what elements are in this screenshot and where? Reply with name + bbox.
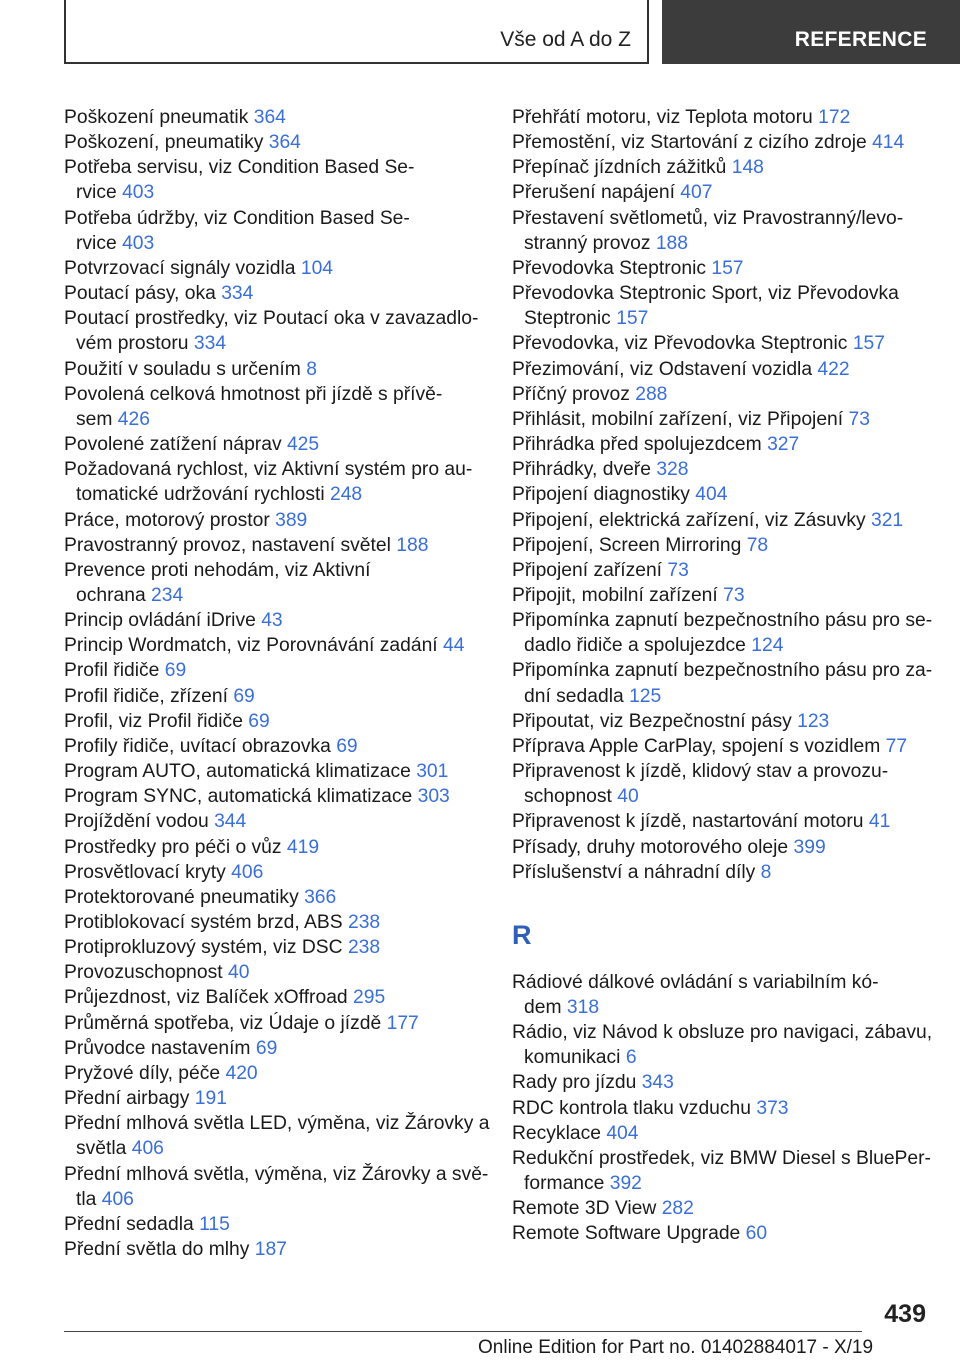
index-entry-term: Prostředky pro péči o vůz — [64, 836, 282, 858]
index-entry-term: Požadovaná rychlost, viz Aktivní systém pro au- — [64, 459, 473, 481]
index-entry-term: Připojení zařízení — [512, 559, 663, 581]
page-reference-link[interactable]: 191 — [194, 1088, 227, 1110]
page-reference-link[interactable]: 73 — [667, 559, 689, 581]
index-entry-term: Přísady, druhy motorového oleje — [512, 836, 789, 858]
index-entry-term: tomatické udržování rychlosti — [76, 484, 325, 506]
index-entry-term: dadlo řidiče a spolujezdce — [524, 635, 746, 657]
index-entry-term: Rádiové dálkové ovládání s variabilním kó- — [512, 971, 879, 993]
index-entry — [512, 970, 930, 1020]
page-reference-link[interactable]: 40 — [228, 962, 250, 984]
page-reference-link[interactable]: 389 — [275, 509, 308, 531]
index-entry-term: Redukční prostředek, viz BMW Diesel s BluePer- — [512, 1147, 931, 1169]
index-entry-term: Princip Wordmatch, viz Porovnávání zadání — [64, 635, 438, 657]
index-entry — [64, 935, 482, 960]
index-entry-term: Pravostranný provoz, nastavení světel — [64, 534, 391, 556]
page-reference-link[interactable]: 69 — [248, 710, 270, 732]
index-entry-term: Prosvětlovací kryty — [64, 861, 226, 883]
index-entry — [512, 432, 930, 457]
index-entry-term: Recyklace — [512, 1122, 601, 1144]
index-entry-term: Potvrzovací signály vozidla — [64, 257, 296, 279]
page-reference-link[interactable]: 364 — [268, 132, 301, 154]
page-reference-link[interactable]: 399 — [793, 836, 826, 858]
index-entry-term: Připravenost k jízdě, nastartování motoru — [512, 811, 864, 833]
page-reference-link[interactable]: 327 — [767, 434, 800, 456]
index-entry-term: Přední mlhová světla, výměna, viz Žárovky a svě- — [64, 1163, 489, 1185]
index-entry-term: schopnost — [524, 786, 612, 808]
index-entry-term: Princip ovládání iDrive — [64, 610, 256, 632]
index-entry-term: Profil řidiče — [64, 660, 160, 682]
index-entry-term: Profily řidiče, uvítací obrazovka — [64, 735, 331, 757]
index-entry — [64, 306, 482, 356]
index-entry-term: Příprava Apple CarPlay, spojení s vozidlem — [512, 735, 881, 757]
index-entry — [64, 835, 482, 860]
page-reference-link[interactable]: 123 — [797, 710, 830, 732]
index-entry-term: sem — [76, 408, 113, 430]
footer-divider — [64, 1331, 862, 1332]
index-entry — [64, 1011, 482, 1036]
page-reference-link[interactable]: 425 — [286, 434, 320, 456]
index-entry-term: Použití v souladu s určením — [64, 358, 301, 380]
page-reference-link[interactable]: 6 — [625, 1047, 637, 1069]
page-reference-link[interactable]: 115 — [199, 1213, 230, 1235]
page-reference-link[interactable]: 373 — [756, 1097, 789, 1119]
page-reference-link[interactable]: 124 — [751, 635, 784, 657]
page-reference-link[interactable]: 303 — [417, 786, 450, 808]
index-entry-term: Připravenost k jízdě, klidový stav a provozu- — [512, 761, 889, 783]
index-entry-term: Příslušenství a náhradní díly — [512, 861, 756, 883]
page-reference-link[interactable]: 157 — [852, 333, 885, 355]
page-reference-link[interactable]: 343 — [641, 1072, 674, 1094]
index-entry — [512, 759, 930, 809]
index-entry — [512, 331, 930, 356]
index-entry — [512, 206, 930, 256]
page-reference-link[interactable]: 366 — [304, 886, 337, 908]
index-entry — [64, 357, 482, 382]
index-entry — [512, 407, 930, 432]
index-entry-term: světla — [76, 1138, 127, 1160]
page-reference-link[interactable]: 104 — [300, 257, 334, 279]
page-reference-link[interactable]: 69 — [336, 735, 358, 757]
page-reference-link[interactable]: 392 — [609, 1173, 642, 1195]
page-reference-link[interactable]: 334 — [193, 333, 227, 355]
index-entry — [64, 558, 482, 608]
index-entry-term: Profil řidiče, zřízení — [64, 685, 228, 707]
index-entry-term: ochrana — [76, 584, 146, 606]
index-entry — [64, 105, 482, 130]
index-entry-term: rvice — [76, 182, 117, 204]
page-reference-link[interactable]: 403 — [122, 232, 155, 254]
page-reference-link[interactable]: 78 — [746, 534, 769, 556]
index-entry-term: Přerušení napájení — [512, 182, 675, 204]
page-reference-link[interactable]: 406 — [101, 1188, 134, 1210]
index-entry-term: Potřeba údržby, viz Condition Based Se- — [64, 207, 410, 229]
index-entry-term: Přihrádky, dveře — [512, 459, 651, 481]
page-reference-link[interactable]: 8 — [760, 861, 772, 883]
page-reference-link[interactable]: 406 — [131, 1138, 164, 1160]
index-entry — [512, 835, 930, 860]
index-entry — [64, 1162, 489, 1212]
index-entry-term: Přední sedadla — [64, 1213, 194, 1235]
page-reference-link[interactable]: 41 — [868, 811, 891, 833]
page-reference-link[interactable]: 73 — [723, 584, 745, 606]
page-reference-link[interactable]: 187 — [254, 1239, 287, 1261]
page-reference-link[interactable]: 420 — [225, 1062, 258, 1084]
page-reference-link[interactable]: 177 — [386, 1012, 419, 1034]
index-entry-term: Protiprokluzový systém, viz DSC — [64, 937, 343, 959]
index-entry — [64, 910, 482, 935]
page-reference-link[interactable]: 43 — [261, 610, 283, 632]
index-column-left — [64, 105, 490, 1262]
page-reference-link[interactable]: 406 — [231, 861, 264, 883]
index-entry-term: Připoutat, viz Bezpečnostní pásy — [512, 710, 792, 732]
index-entry — [512, 130, 930, 155]
page-reference-link[interactable]: 44 — [443, 635, 465, 657]
index-entry — [512, 709, 930, 734]
index-entry-term: Přihrádka před spolujezdcem — [512, 434, 762, 456]
index-entry — [512, 809, 930, 834]
page-reference-link[interactable]: 403 — [122, 182, 155, 204]
index-entry-term: Převodovka Steptronic — [512, 257, 706, 279]
page-reference-link[interactable]: 288 — [635, 383, 668, 405]
index-entry-term: Rádio, viz Návod k obsluze pro navigaci, zábavu, — [512, 1022, 933, 1044]
index-entry — [64, 1237, 482, 1262]
page-reference-link[interactable]: 238 — [347, 912, 381, 933]
index-entry-term: Přihlásit, mobilní zařízení, viz Připojení — [512, 408, 844, 430]
index-entry — [64, 508, 482, 533]
index-entry-term: Připojení, Screen Mirroring — [512, 534, 742, 556]
page-reference-link[interactable]: 328 — [656, 459, 689, 481]
index-entry-term: Přepínač jízdních zážitků — [512, 157, 727, 179]
header-tab-label: REFERENCE — [794, 28, 927, 51]
index-entry-term: stranný provoz — [524, 232, 651, 254]
header-section-title: Vše od A do Z — [500, 28, 631, 51]
index-entry — [512, 256, 930, 281]
index-entry — [64, 633, 482, 658]
index-entry-term: RDC kontrola tlaku vzduchu — [512, 1097, 751, 1119]
index-entry-term: Program SYNC, automatická klimatizace — [64, 786, 413, 808]
index-entry — [64, 709, 482, 734]
index-entry-term: Přední mlhová světla LED, výměna, viz Žárovky a — [64, 1113, 490, 1135]
section-letter-heading: R — [512, 919, 532, 950]
header-box — [64, 0, 649, 64]
index-entry — [512, 608, 933, 658]
index-entry — [64, 155, 482, 205]
page-reference-link[interactable]: 157 — [616, 308, 649, 330]
page-reference-link[interactable]: 248 — [329, 484, 363, 506]
index-entry — [64, 860, 482, 885]
index-entry-term: Potřeba servisu, viz Condition Based Se- — [64, 157, 415, 179]
page-number: 439 — [884, 1300, 926, 1328]
index-entry — [512, 1070, 930, 1095]
index-entry — [512, 382, 930, 407]
index-entry — [64, 432, 482, 457]
index-entry-term: komunikaci — [524, 1047, 621, 1069]
index-entry-term: Poutací prostředky, viz Poutací oka v zavazadlo- — [64, 308, 479, 330]
index-entry — [512, 558, 930, 583]
index-entry-term: Průvodce nastavením — [64, 1037, 251, 1059]
page-reference-link[interactable]: 148 — [731, 157, 764, 179]
index-entry-term: Připomínka zapnutí bezpečnostního pásu pro za- — [512, 660, 933, 682]
index-entry-term: Provozuschopnost — [64, 962, 223, 984]
index-entry — [64, 759, 482, 784]
page-reference-link[interactable]: 69 — [255, 1037, 278, 1059]
index-entry — [64, 608, 482, 633]
page-reference-link[interactable]: 422 — [817, 358, 850, 380]
page-reference-link[interactable]: 414 — [872, 132, 905, 154]
page-reference-link[interactable]: 321 — [870, 509, 904, 531]
index-entry — [64, 960, 482, 985]
index-entry-term: Průměrná spotřeba, viz Údaje o jízdě — [64, 1012, 382, 1034]
index-entry-term: Steptronic — [524, 308, 611, 330]
index-entry — [64, 784, 482, 809]
page-reference-link[interactable]: 426 — [117, 408, 150, 430]
index-entry-term: Program AUTO, automatická klimatizace — [64, 761, 411, 783]
page-reference-link[interactable]: 188 — [396, 534, 429, 556]
index-entry — [512, 105, 930, 130]
index-entry — [64, 734, 482, 759]
page-reference-link[interactable]: 188 — [655, 232, 688, 254]
index-entry — [512, 457, 930, 482]
index-entry-term: dem — [524, 997, 562, 1018]
index-entry — [512, 860, 930, 885]
index-entry-term: Práce, motorový prostor — [64, 509, 270, 531]
index-entry — [64, 130, 482, 155]
index-entry-term: Průjezdnost, viz Balíček xOffroad — [64, 987, 348, 1009]
index-entry — [64, 457, 482, 507]
index-entry — [64, 533, 482, 558]
page-reference-link[interactable]: 8 — [306, 358, 317, 380]
page-reference-link[interactable]: 234 — [151, 584, 184, 606]
footer-edition: Online Edition for Part no. 01402884017 - X/19 — [478, 1337, 874, 1358]
index-entry — [64, 1212, 482, 1237]
page-reference-link[interactable]: 407 — [680, 182, 713, 204]
page-reference-link[interactable]: 157 — [711, 257, 744, 279]
page-reference-link[interactable]: 334 — [221, 283, 254, 305]
index-entry — [512, 734, 930, 759]
page-reference-link[interactable]: 125 — [629, 685, 662, 707]
index-entry — [512, 533, 930, 558]
index-entry — [64, 281, 482, 306]
page-reference-link[interactable]: 172 — [818, 107, 851, 128]
index-entry-term: vém prostoru — [76, 333, 189, 355]
index-entry — [512, 1221, 930, 1246]
page-reference-link[interactable]: 238 — [347, 937, 381, 959]
index-entry-term: Připomínka zapnutí bezpečnostního pásu pro se- — [512, 610, 933, 632]
index-entry — [512, 1196, 930, 1221]
index-entry-term: Pryžové díly, péče — [64, 1062, 221, 1084]
index-entry-term: Převodovka Steptronic Sport, viz Převodovka — [512, 283, 899, 305]
index-entry — [64, 658, 482, 683]
index-entry-term: dní sedadla — [524, 685, 624, 707]
index-entry-term: Přestavení světlometů, viz Pravostranný/levo- — [512, 207, 904, 229]
page-reference-link[interactable]: 301 — [416, 761, 449, 783]
index-entry-term: Protiblokovací systém brzd, ABS — [64, 912, 343, 933]
page-reference-link[interactable]: 77 — [885, 735, 908, 757]
page-reference-link[interactable]: 295 — [353, 987, 386, 1009]
index-entry-term: Prevence proti nehodám, viz Aktivní — [64, 559, 371, 581]
index-entry — [512, 281, 930, 331]
index-entry — [512, 155, 930, 180]
index-entry-term: Připojení diagnostiky — [512, 484, 690, 506]
page-reference-link[interactable]: 282 — [661, 1198, 694, 1220]
page-reference-link[interactable]: 60 — [745, 1223, 768, 1245]
index-entry — [64, 206, 482, 256]
index-entry-term: Profil, viz Profil řidiče — [64, 710, 243, 732]
index-entry-term: Přední světla do mlhy — [64, 1239, 250, 1261]
index-entry-term: Přehřátí motoru, viz Teplota motoru — [512, 107, 813, 128]
index-entry-term: Připojit, mobilní zařízení — [512, 584, 718, 606]
page-reference-link[interactable]: 344 — [214, 811, 247, 833]
index-entry-term: Připojení, elektrická zařízení, viz Zásuvky — [512, 509, 866, 531]
index-entry — [512, 583, 930, 608]
index-entry-term: Protektorované pneumatiky — [64, 886, 299, 908]
index-entry-term: Převodovka, viz Převodovka Steptronic — [512, 333, 848, 355]
index-entry-term: Přemostění, viz Startování z cizího zdroje — [512, 132, 867, 154]
index-entry — [512, 508, 930, 533]
index-entry — [64, 809, 482, 834]
index-entry — [512, 1146, 930, 1196]
header-tab — [662, 0, 960, 64]
page-reference-link[interactable]: 40 — [617, 786, 639, 808]
index-entry-term: Rady pro jízdu — [512, 1072, 637, 1094]
index-entry — [512, 180, 930, 205]
index-entry — [64, 985, 482, 1010]
index-entry — [64, 1061, 482, 1086]
index-entry-term: tla — [76, 1188, 97, 1210]
index-entry-term: Poškození pneumatik — [64, 107, 249, 128]
index-entry-term: Poutací pásy, oka — [64, 283, 216, 305]
index-entry — [64, 885, 482, 910]
index-entry-term: Příčný provoz — [512, 383, 630, 405]
index-entry — [64, 1036, 482, 1061]
index-entry-term: Remote 3D View — [512, 1198, 657, 1220]
index-entry — [64, 1086, 482, 1111]
index-entry-term: Projíždění vodou — [64, 811, 209, 833]
index-entry — [512, 1096, 930, 1121]
index-entry-term: Povolená celková hmotnost při jízdě s přívě- — [64, 383, 443, 405]
index-column-right — [512, 105, 933, 1247]
page-reference-link[interactable]: 364 — [253, 107, 286, 128]
index-entry — [512, 357, 930, 382]
page-reference-link[interactable]: 404 — [606, 1122, 639, 1144]
index-entry — [512, 1020, 933, 1070]
index-entry — [64, 684, 482, 709]
page-reference-link[interactable]: 69 — [233, 685, 255, 707]
page-reference-link[interactable]: 419 — [286, 836, 320, 858]
page-reference-link[interactable]: 404 — [695, 484, 728, 506]
index-entry — [512, 658, 933, 708]
page-reference-link[interactable]: 318 — [566, 997, 600, 1018]
index-entry-term: Přezimování, viz Odstavení vozidla — [512, 358, 813, 380]
index-entry-term: Přední airbagy — [64, 1088, 190, 1110]
page-reference-link[interactable]: 73 — [848, 408, 870, 430]
index-entry-term: Remote Software Upgrade — [512, 1223, 741, 1245]
index-entry — [64, 1111, 490, 1161]
index-entry — [64, 256, 482, 281]
index-entry-term: formance — [524, 1173, 605, 1195]
index-entry-term: Poškození, pneumatiky — [64, 132, 264, 154]
index-entry — [512, 1121, 930, 1146]
index-entry — [64, 382, 482, 432]
index-entry — [512, 482, 930, 507]
index-entry-term: rvice — [76, 232, 117, 254]
index-entry-term: Povolené zatížení náprav — [64, 434, 282, 456]
page-reference-link[interactable]: 69 — [164, 660, 187, 682]
